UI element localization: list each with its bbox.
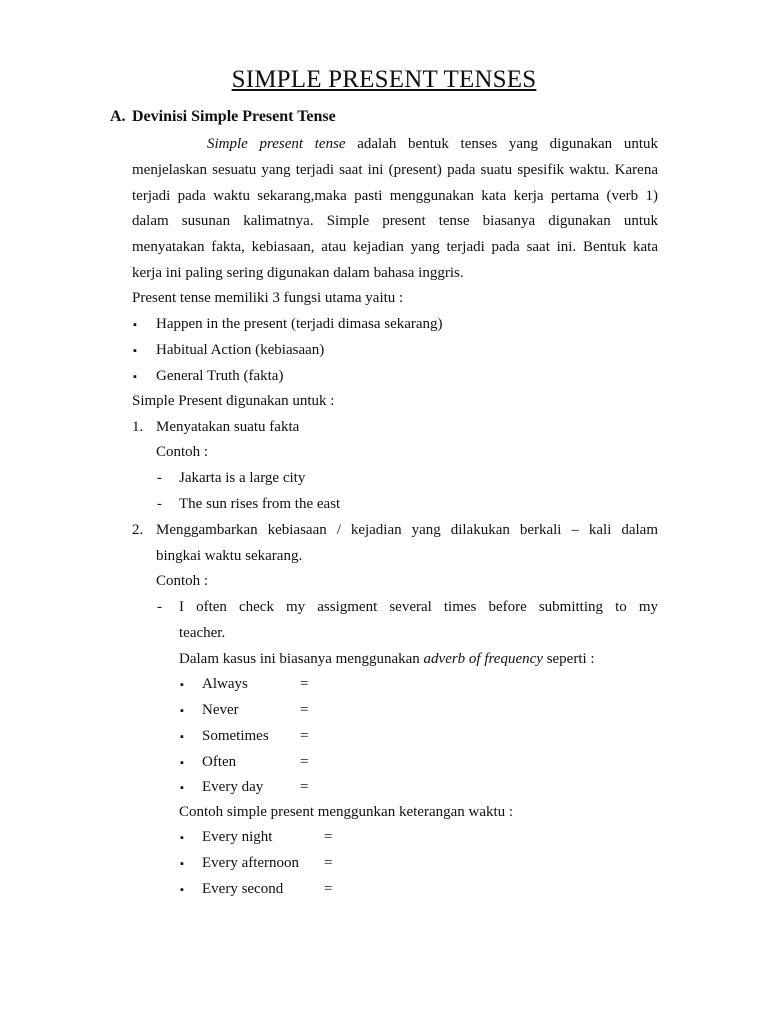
bullet-square-icon: ▪ — [180, 832, 184, 844]
page-title: SIMPLE PRESENT TENSES — [231, 66, 537, 93]
bullet-square-icon: ▪ — [180, 858, 184, 870]
dash-marker: - — [157, 496, 162, 512]
adverb-intro: Dalam kasus ini biasanya menggunakan adverb of frequency seperti : — [179, 651, 595, 667]
section-heading — [110, 108, 336, 126]
equals-sign: = — [300, 702, 309, 718]
equals-sign: = — [300, 728, 309, 744]
equals-sign: = — [300, 754, 309, 770]
use-text-continued: bingkai waktu sekarang. — [156, 548, 303, 564]
bullet-square-icon: ▪ — [180, 884, 184, 896]
function-item: Happen in the present (terjadi dimasa sekarang) — [156, 316, 443, 332]
bullet-square-icon: ▪ — [133, 345, 137, 357]
use-text: Menggambarkan kebiasaan / kejadian yang dilakukan berkali – kali dalam — [156, 522, 658, 538]
function-item: Habitual Action (kebiasaan) — [156, 342, 325, 358]
example-item: I often check my assigment several times before submitting to my — [179, 599, 658, 615]
time-word-item: Every second — [202, 881, 284, 897]
bullet-square-icon: ▪ — [180, 782, 184, 794]
use-text: Menyatakan suatu fakta — [156, 419, 300, 435]
intro-text: adalah bentuk tenses yang digunakan untuk menjelaskan sesuatu yang terjadi saat ini (present) pada suatu spesifik waktu. Karena terjadi pada waktu sekarang,maka pasti menggunakan kata kerja pertama (verb 1) dalam susunan kalimatnya. Simple present tense biasanya digunakan untuk menyatakan fakta, kebiasaan, atau kejadian yang terjadi pada saat ini. Bentuk kata kerja ini paling sering digunakan dalam bahasa inggris. — [132, 136, 658, 281]
adverb-item: Sometimes — [202, 728, 269, 744]
example-item: Jakarta is a large city — [179, 470, 306, 486]
equals-sign: = — [300, 676, 309, 692]
intro-paragraph — [132, 132, 658, 287]
bullet-square-icon: ▪ — [133, 371, 137, 383]
time-word-item: Every night — [202, 829, 273, 845]
function-item: General Truth (fakta) — [156, 368, 284, 384]
adverb-item: Never — [202, 702, 239, 718]
dash-marker: - — [157, 470, 162, 486]
bullet-square-icon: ▪ — [180, 731, 184, 743]
bullet-square-icon: ▪ — [133, 319, 137, 331]
bullet-square-icon: ▪ — [180, 705, 184, 717]
use-number: 2. — [132, 522, 144, 538]
section-title: Devinisi Simple Present Tense — [132, 108, 336, 125]
example-item: The sun rises from the east — [179, 496, 341, 512]
intro-italic-term: Simple present tense — [207, 136, 346, 152]
bullet-square-icon: ▪ — [180, 757, 184, 769]
equals-sign: = — [300, 779, 309, 795]
equals-sign: = — [324, 881, 333, 897]
time-word-item: Every afternoon — [202, 855, 300, 871]
equals-sign: = — [324, 829, 333, 845]
equals-sign: = — [324, 855, 333, 871]
time-intro: Contoh simple present menggunkan keterangan waktu : — [179, 804, 514, 820]
adverb-item: Often — [202, 754, 237, 770]
use-number: 1. — [132, 419, 144, 435]
adverb-term: adverb of frequency — [423, 651, 543, 667]
dash-marker: - — [157, 599, 162, 615]
example-item-continued: teacher. — [179, 625, 226, 641]
example-label: Contoh : — [156, 573, 209, 589]
functions-intro: Present tense memiliki 3 fungsi utama yaitu : — [132, 290, 404, 306]
uses-intro: Simple Present digunakan untuk : — [132, 393, 335, 409]
section-letter: A. — [110, 108, 126, 125]
adverb-item: Always — [202, 676, 248, 692]
bullet-square-icon: ▪ — [180, 679, 184, 691]
adverb-item: Every day — [202, 779, 264, 795]
example-label: Contoh : — [156, 444, 209, 460]
